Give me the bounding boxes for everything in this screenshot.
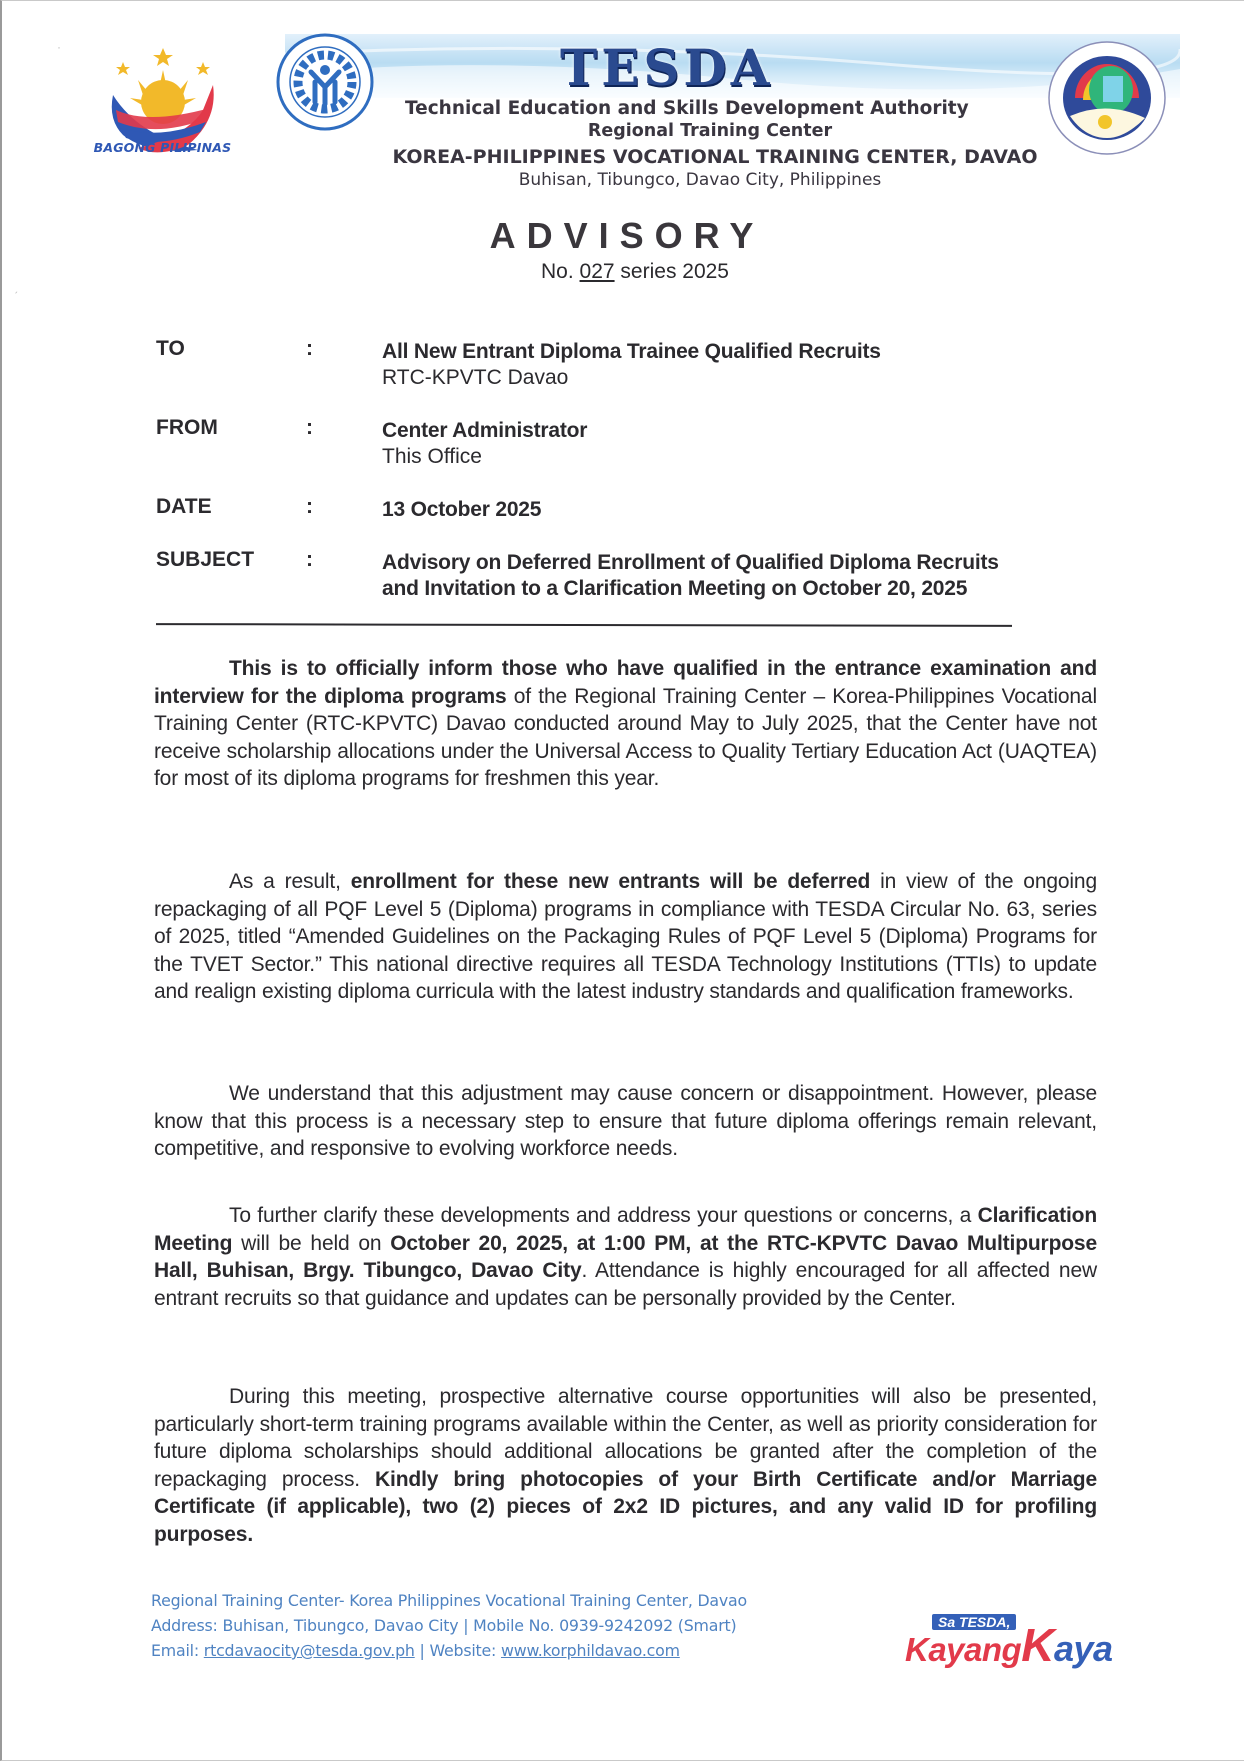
- memo-from-label: FROM: [156, 416, 218, 439]
- scan-speck: ˏ: [14, 280, 18, 294]
- advisory-series: series 2025: [620, 260, 729, 283]
- memo-subject-label: SUBJECT: [156, 548, 255, 571]
- memo-from-office: This Office: [382, 445, 482, 468]
- p1-bold: This is to officially inform those who have qualified in the entrance examination and interview for the diploma programs: [154, 657, 1097, 708]
- footer-email-label: Email:: [151, 1641, 204, 1660]
- paragraph-2: [154, 868, 1097, 1006]
- memo-subject-line1: Advisory on Deferred Enrollment of Qualified Diploma Recruits: [382, 551, 999, 574]
- center-address: Buhisan, Tibungco, Davao City, Philippines: [518, 170, 882, 190]
- slogan-tag: Sa TESDA,: [932, 1614, 1016, 1630]
- p4-mid: will be held on: [232, 1231, 391, 1255]
- center-type: Regional Training Center: [587, 121, 833, 141]
- memo-from-value: Center Administrator: [382, 419, 588, 442]
- p3-text: We understand that this adjustment may cause concern or disappointment. However, please know that this process is a necessary step to ensure that future diploma offerings remain relevant, competitive, and responsive to evolving workforce needs.: [154, 1082, 1097, 1160]
- memo-date-label: DATE: [156, 495, 212, 518]
- p4-bold-meeting: Clarification Meeting: [154, 1204, 1097, 1255]
- p2-text: in view of the ongoing repackaging of all PQF Level 5 (Diploma) programs in compliance with TESDA Circular No. 63, series of 2025, titled “Amended Guidelines on the Packaging Rules of PQF Level 5 (Diploma) Programs for the TVET Sector.” This national directive requires all TESDA Technology Institutions (TTIs) to update and realign existing diploma curricula with the latest industry standards and qualification frameworks.: [154, 870, 1097, 1003]
- scan-speck: ·: [57, 40, 61, 54]
- footer-email-link[interactable]: rtcdavaocity@tesda.gov.ph: [203, 1641, 415, 1660]
- paragraph-4: [154, 1202, 1097, 1312]
- p2-start: As a result,: [229, 870, 351, 893]
- memo-date-value: 13 October 2025: [382, 498, 542, 521]
- footer-address: Address: Buhisan, Tibungco, Davao City | Mobile No. 0939-9242092 (Smart): [151, 1616, 737, 1635]
- footer-website-link[interactable]: www.korphildavao.com: [501, 1641, 680, 1660]
- p4-start: To further clarify these developments and address your questions or concerns, a: [229, 1204, 978, 1227]
- advisory-title: ADVISORY: [489, 215, 765, 256]
- p4-bold-schedule: October 20, 2025, at 1:00 PM, at the RTC-KPVTC Davao Multipurpose Hall, Buhisan, Brgy. Tibungco, Davao City: [154, 1231, 1097, 1282]
- advisory-number-value: 027: [579, 260, 615, 283]
- paragraph-1: [154, 655, 1097, 793]
- agency-name: Technical Education and Skills Development Authority: [405, 98, 969, 119]
- kpvtc-seal-icon: [1045, 38, 1170, 158]
- memo-to-office: RTC-KPVTC Davao: [382, 366, 569, 389]
- tesda-seal-icon: [275, 32, 375, 132]
- p4-text: . Attendance is highly encouraged for all affected new entrant recruits so that guidance and updates can be personally provided by the Center.: [154, 1259, 1097, 1310]
- p5-bold-requirements: Kindly bring photocopies of your Birth Certificate and/or Marriage Certificate (if applicable), two (2) pieces of 2x2 ID pictures, and any valid ID for profiling purposes.: [154, 1467, 1097, 1546]
- advisory-number: [0, 260, 1244, 284]
- slogan-aya: aya: [1053, 1628, 1113, 1669]
- paragraph-3: [154, 1080, 1097, 1163]
- paragraph-5: [154, 1383, 1097, 1548]
- memo-subject-line2: and Invitation to a Clarification Meeting on October 20, 2025: [382, 577, 968, 600]
- slogan-k: K: [1021, 1619, 1054, 1671]
- kayang-kaya-logo: [905, 1618, 1113, 1672]
- p5-start: During this meeting, prospective alternative course opportunities will also be presented, particularly short-term training programs available within the Center, as well as priority consideration for future diploma scholarships should additional allocations be granted after the completion of the repackaging process.: [154, 1385, 1097, 1491]
- footer-website-label: | Website:: [414, 1641, 501, 1660]
- footer-email-website: [151, 1638, 747, 1663]
- advisory-number-prefix: No.: [541, 260, 574, 283]
- memo-colon: :: [306, 548, 313, 571]
- p2-bold: enrollment for these new entrants will be deferred: [350, 870, 871, 893]
- p1-text: of the Regional Training Center – Korea-Philippines Vocational Training Center (RTC-KPVTC) Davao conducted around May to July 2025, that the Center have not receive scholarship allocations under the Universal Access to Quality Tertiary Education Act (UAQTEA) for most of its diploma programs for freshmen this year.: [154, 684, 1097, 790]
- center-name: KOREA-PHILIPPINES VOCATIONAL TRAINING CENTER, DAVAO: [392, 146, 1038, 168]
- memo-colon: :: [306, 416, 313, 439]
- memo-colon: :: [306, 495, 313, 518]
- tesda-banner-title: TESDA: [560, 38, 774, 97]
- slogan-kayang: Kayang: [905, 1631, 1022, 1668]
- memo-colon: :: [306, 337, 313, 360]
- memo-to-label: TO: [156, 337, 185, 360]
- memo-to-value: All New Entrant Diploma Trainee Qualified Recruits: [382, 340, 881, 363]
- bagong-pilipinas-label: BAGONG PILIPINAS: [93, 140, 232, 155]
- footer-contact: [151, 1588, 747, 1663]
- footer-center-name: Regional Training Center- Korea Philippines Vocational Training Center, Davao: [151, 1591, 747, 1610]
